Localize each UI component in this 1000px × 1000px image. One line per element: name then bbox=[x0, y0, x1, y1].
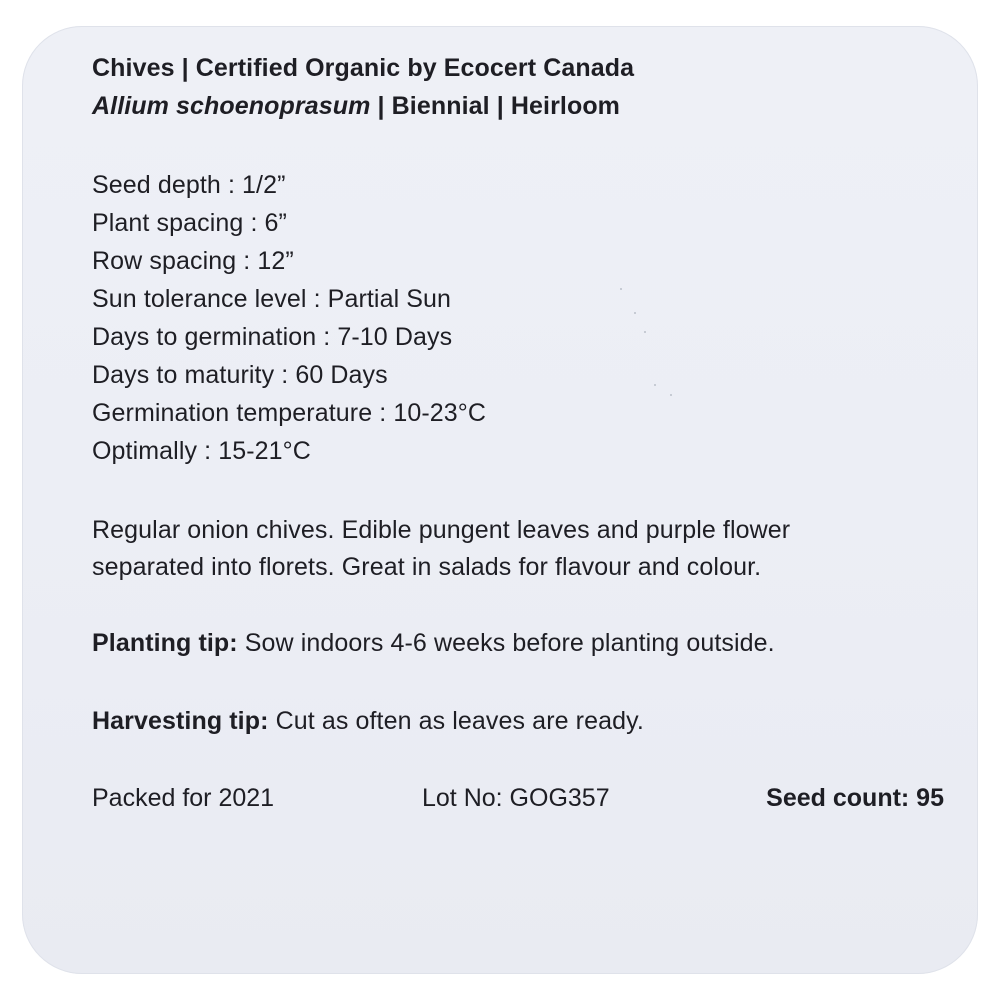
spec-seed-depth: Seed depth : 1/2” bbox=[92, 171, 286, 199]
packed-for: Packed for 2021 bbox=[92, 784, 275, 812]
seed-packet-card bbox=[22, 26, 978, 974]
planting-tip-label: Planting tip: bbox=[92, 629, 238, 657]
planting-tip bbox=[92, 626, 775, 660]
spec-germination-temperature: Germination temperature : 10-23°C bbox=[92, 399, 487, 427]
paper-speck bbox=[670, 394, 672, 396]
plant-attributes: | Biennial | Heirloom bbox=[370, 92, 621, 120]
spec-sun-tolerance: Sun tolerance level : Partial Sun bbox=[92, 285, 452, 313]
harvesting-tip bbox=[92, 704, 644, 738]
harvesting-tip-label: Harvesting tip: bbox=[92, 707, 269, 735]
spec-days-to-germination: Days to germination : 7-10 Days bbox=[92, 323, 453, 351]
packet-title: Chives | Certified Organic by Ecocert Canada bbox=[92, 54, 635, 82]
harvesting-tip-text: Cut as often as leaves are ready. bbox=[268, 707, 644, 735]
species-name: Allium schoenoprasum bbox=[92, 92, 371, 120]
spec-optimal-temperature: Optimally : 15-21°C bbox=[92, 437, 311, 465]
paper-speck bbox=[634, 312, 636, 314]
paper-speck bbox=[620, 288, 622, 290]
spec-days-to-maturity: Days to maturity : 60 Days bbox=[92, 361, 388, 389]
packet-subtitle bbox=[92, 89, 620, 123]
planting-tip-text: Sow indoors 4-6 weeks before planting outside. bbox=[237, 629, 775, 657]
spec-plant-spacing: Plant spacing : 6” bbox=[92, 209, 287, 237]
description-line-1: Regular onion chives. Edible pungent leaves and purple flower bbox=[92, 516, 791, 544]
description-line-2: separated into florets. Great in salads for flavour and colour. bbox=[92, 553, 762, 581]
seed-count: Seed count: 95 bbox=[766, 784, 944, 812]
paper-speck bbox=[644, 331, 646, 333]
spec-row-spacing: Row spacing : 12” bbox=[92, 247, 294, 275]
paper-speck bbox=[654, 384, 656, 386]
lot-number: Lot No: GOG357 bbox=[422, 784, 610, 812]
